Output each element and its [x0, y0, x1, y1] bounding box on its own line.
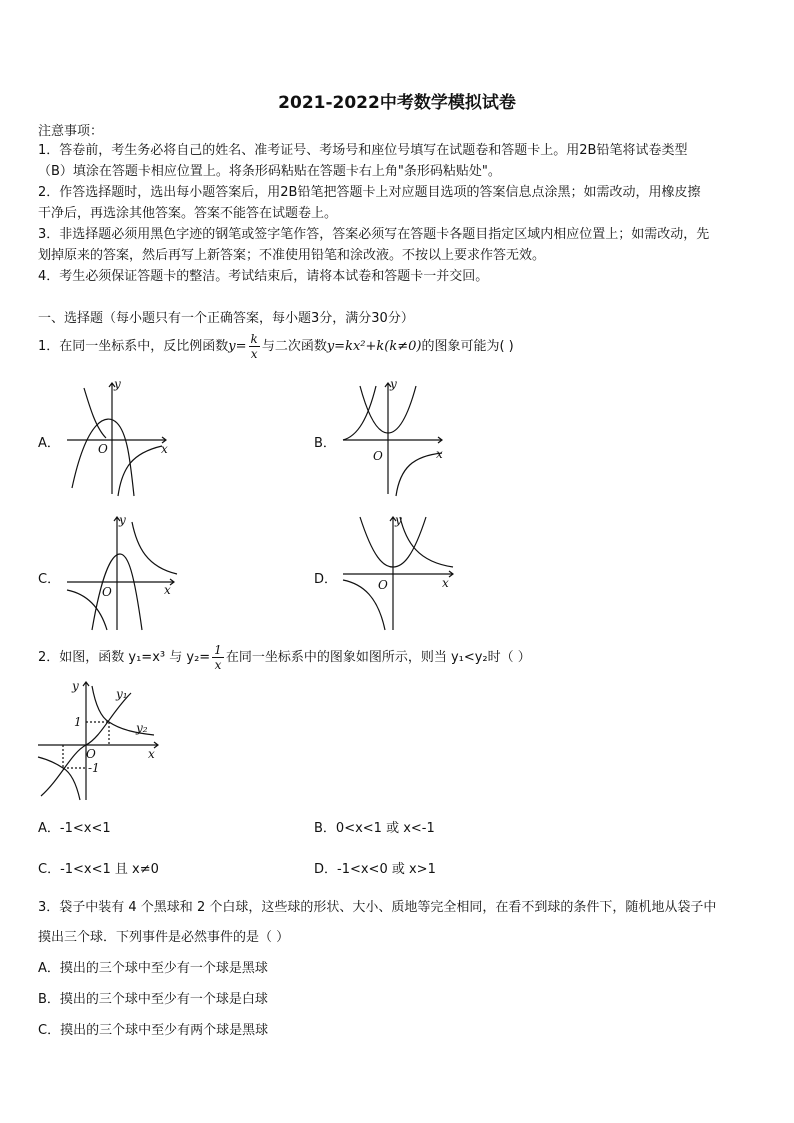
graph-d-y-label: y — [395, 513, 402, 527]
question-2-stem — [38, 643, 531, 673]
q2-frac-numerator: 1 — [214, 643, 222, 657]
graph-d-x-label: x — [442, 576, 449, 590]
graph-d-origin-label: O — [378, 578, 388, 592]
q1-frac-denominator: x — [250, 347, 258, 361]
q2-graph-origin-label: O — [86, 747, 96, 761]
q2-option-c[interactable]: C．-1<x<1 且 x≠0 — [38, 862, 159, 877]
graph-a-x-label: x — [161, 442, 168, 456]
graph-c-x-label: x — [164, 583, 171, 597]
graph-a-y-label: y — [114, 378, 121, 391]
q1-option-b-label[interactable]: B． — [314, 436, 336, 451]
notes-line: 划掉原来的答案，然后再写上新答案；不准使用铅笔和涂改液。不按以上要求作答无效。 — [38, 248, 546, 263]
q3-stem-line2: 摸出三个球．下列事件是必然事件的是（ ） — [38, 930, 290, 945]
q1-graph-b — [338, 378, 448, 498]
section-heading: 一、选择题（每小题只有一个正确答案，每小题3分，满分30分） — [38, 311, 414, 326]
q2-option-b[interactable]: B．0<x<1 或 x<-1 — [314, 821, 435, 836]
question-1-stem — [38, 332, 514, 362]
q2-suffix: 在同一坐标系中的图象如图所示，则当 y₁<y₂时（ ） — [225, 650, 531, 665]
notes-line: 1．答卷前，考生务必将自己的姓名、准考证号、考场号和座位号填写在试题卷和答题卡上。用2B铅笔将试卷类型 — [38, 143, 688, 158]
q2-graph-y-label: y — [72, 679, 79, 693]
q2-graph-x-label: x — [148, 747, 155, 761]
q2-prefix: 2．如图，函数 y₁=x³ 与 y₂= — [38, 650, 211, 665]
q2-graph-one-label: 1 — [74, 715, 82, 729]
q1-option-d-label[interactable]: D． — [314, 572, 338, 587]
graph-c-origin-label: O — [102, 585, 112, 599]
q2-graph — [36, 678, 162, 802]
q1-fraction — [249, 332, 260, 361]
notes-heading: 注意事项： — [38, 124, 104, 139]
notes-line: 4．考生必须保证答题卡的整洁。考试结束后，请将本试卷和答题卡一并交回。 — [38, 269, 489, 284]
q2-frac-denominator: x — [214, 658, 222, 672]
q1-graph-c — [62, 512, 182, 632]
graph-b-x-label: x — [436, 447, 443, 461]
notes-line: 3．非选择题必须用黑色字迹的钢笔或签字笔作答，答案必须写在答题卡各题目指定区域内相应位置上；如需改动，先 — [38, 227, 710, 242]
q2-option-a[interactable]: A．-1<x<1 — [38, 821, 111, 836]
q2-graph-y1-label: y₁ — [116, 687, 128, 701]
q1-graph-d — [338, 512, 458, 632]
page-title: 2021-2022中考数学模拟试卷 — [278, 93, 516, 113]
graph-b-origin-label: O — [373, 449, 383, 463]
q1-mid: 与二次函数 — [261, 339, 327, 354]
q1-frac-numerator: k — [250, 332, 258, 346]
q2-graph-y2-label: y₂ — [136, 721, 148, 735]
notes-line: 干净后，再选涂其他答案。答案不能答在试题卷上。 — [38, 206, 338, 221]
q3-option-b[interactable]: B．摸出的三个球中至少有一个球是白球 — [38, 992, 268, 1007]
q1-prefix: 1．在同一坐标系中，反比例函数 — [38, 339, 229, 354]
q2-graph-neg-one-label: -1 — [88, 761, 100, 775]
q2-option-d[interactable]: D．-1<x<0 或 x>1 — [314, 862, 436, 877]
q3-option-c[interactable]: C．摸出的三个球中至少有两个球是黑球 — [38, 1023, 269, 1038]
q1-graph-a — [62, 378, 172, 498]
q1-option-a-label[interactable]: A． — [38, 436, 60, 451]
graph-c-y-label: y — [119, 513, 126, 527]
q1-func2: y=kx²+k(k≠0) — [326, 339, 422, 354]
notes-line: 2．作答选择题时，选出每小题答案后，用2B铅笔把答题卡上对应题目选项的答案信息点涂黑；如需改动，用橡皮擦 — [38, 185, 701, 200]
q1-option-c-label[interactable]: C． — [38, 572, 61, 587]
q2-fraction — [212, 643, 224, 672]
graph-b-y-label: y — [390, 378, 397, 391]
q1-func1-lhs: y= — [228, 339, 247, 354]
graph-a-origin-label: O — [98, 442, 108, 456]
q3-option-a[interactable]: A．摸出的三个球中至少有一个球是黑球 — [38, 961, 268, 976]
q3-stem-line1: 3．袋子中装有 4 个黑球和 2 个白球，这些球的形状、大小、质地等完全相同，在看不到球的条件下，随机地从袋子中 — [38, 900, 717, 915]
q1-suffix: 的图象可能为( ) — [421, 339, 514, 354]
notes-line: （B）填涂在答题卡相应位置上。将条形码粘贴在答题卡右上角"条形码粘贴处"。 — [38, 164, 501, 179]
